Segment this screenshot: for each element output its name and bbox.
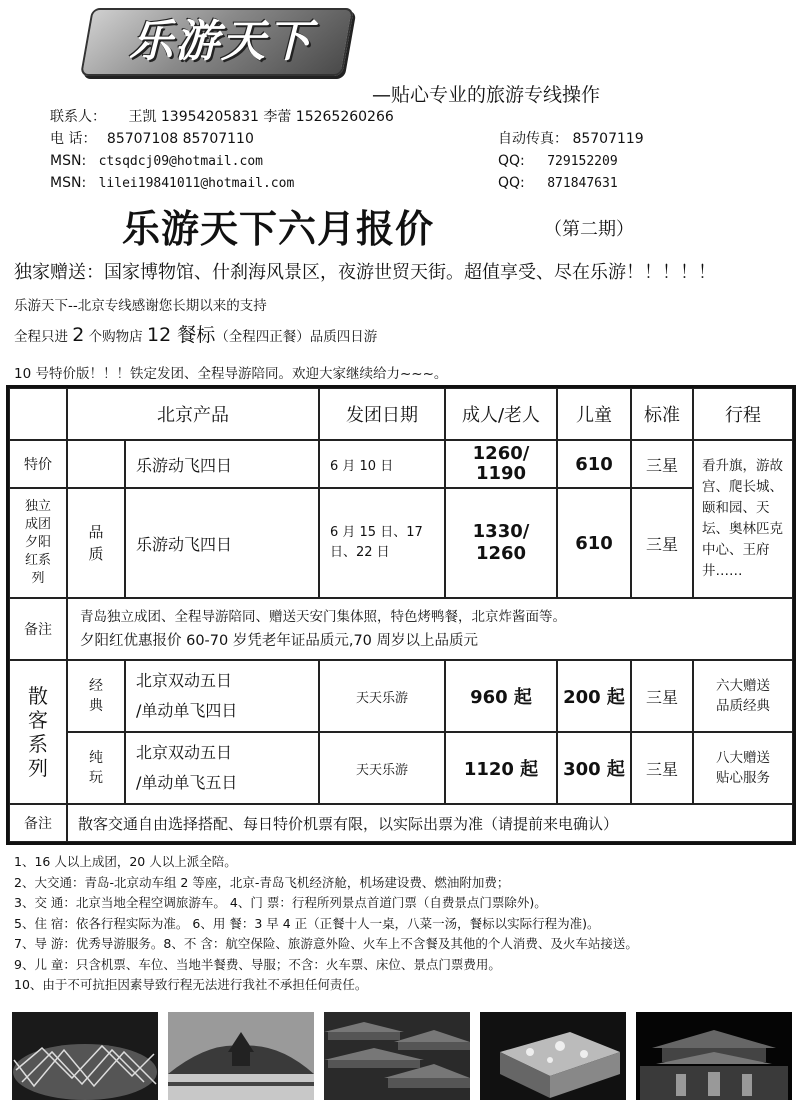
- msn2-value[interactable]: lilei19841011@hotmail.com: [98, 176, 295, 191]
- photo-strip: [12, 1012, 792, 1100]
- sanke-type-classic: 经 典: [67, 660, 125, 732]
- fax-label: 自动传真：: [498, 131, 568, 147]
- adult-price: 1260/ 1190: [445, 440, 557, 488]
- header-product: 北京产品: [67, 388, 319, 440]
- product-name: 乐游动飞四日: [125, 440, 319, 488]
- remark-group: [67, 598, 793, 660]
- issue-label: （第二期）: [544, 219, 634, 240]
- summer-palace-photo: [168, 1012, 314, 1100]
- sanke-adult-price: 960 起: [445, 660, 557, 732]
- product-name: 乐游动飞四日: [125, 488, 319, 598]
- remark-line-2: 夕阳红优惠报价 60-70 岁凭老年证品质元,70 周岁以上品质元: [80, 633, 479, 649]
- header-child: 儿童: [557, 388, 631, 440]
- adult-price: 1330/ 1260: [445, 488, 557, 598]
- sanke-type-pure: 纯 玩: [67, 732, 125, 804]
- sanke-standard: 三星: [631, 732, 693, 804]
- list-item: 3、交 通：北京当地全程空调旅游车。 4、门 票：行程所列景点首道门票（自费景点门票除外)。: [14, 895, 547, 910]
- contact-msn-2: [50, 172, 294, 195]
- sanke-adult-price: 1120 起: [445, 732, 557, 804]
- list-item: 2、大交通：青岛-北京动车组 2 等座，北京-青岛飞机经济舱，机场建设费、燃油附加费；: [14, 874, 510, 890]
- msn1-value[interactable]: ctsqdcj09@hotmail.com: [98, 154, 263, 169]
- header-standard: 标准: [631, 388, 693, 440]
- contact-phone: [50, 128, 254, 150]
- logo: 乐游天下: [129, 16, 313, 67]
- promo-text: 独家赠送：国家博物馆、什刹海风景区，夜游世贸天街。超值享受、尽在乐游！！！！！: [14, 262, 716, 283]
- slogan: —贴心专业的旅游专线操作: [372, 84, 601, 106]
- shopping-a: 全程只进: [14, 329, 73, 345]
- header-blank: [9, 388, 67, 440]
- star-standard: 三星: [631, 440, 693, 488]
- list-item: 1、16 人以上成团，20 人以上派全陪。: [14, 854, 237, 869]
- depart-date: 6 月 15 日、17 日、22 日: [319, 488, 445, 598]
- price-table: [6, 385, 796, 845]
- remark-label: 备注: [9, 804, 67, 842]
- bird-nest-stadium-photo: [12, 1012, 158, 1100]
- meal-standard: 12 餐标: [146, 324, 216, 346]
- remark-line-1: 青岛独立成团、全程导游陪同、赠送天安门集体照，特色烤鸭餐，北京炸酱面等。: [80, 609, 566, 625]
- qq2-value: 871847631: [547, 176, 618, 191]
- qq1-value: 729152209: [547, 154, 618, 169]
- sanke-standard: 三星: [631, 660, 693, 732]
- sanke-gift: 八大赠送 贴心服务: [693, 732, 793, 804]
- qq1-label: QQ:: [498, 153, 525, 169]
- sanke-date: 天天乐游: [319, 732, 445, 804]
- sanke-label: 散 客 系 列: [9, 660, 67, 804]
- row-blank: [67, 440, 125, 488]
- sanke-child-price: 300 起: [557, 732, 631, 804]
- child-price: 610: [557, 440, 631, 488]
- page-title: 乐游天下六月报价: [122, 207, 435, 251]
- sanke-product: 北京双动五日 /单动单飞五日: [125, 732, 319, 804]
- forbidden-city-photo: [324, 1012, 470, 1100]
- list-item: 10、由于不可抗拒因素导致行程无法进行我社不承担任何责任。: [14, 977, 368, 992]
- star-standard: 三星: [631, 488, 693, 598]
- sanke-date: 天天乐游: [319, 660, 445, 732]
- child-price: 610: [557, 488, 631, 598]
- header-itinerary: 行程: [693, 388, 793, 440]
- contact-qq-2: [498, 172, 618, 195]
- msn1-label: MSN:: [50, 153, 87, 169]
- contact-person: [50, 106, 394, 128]
- water-cube-photo: [480, 1012, 626, 1100]
- fax-value: 85707119: [572, 131, 644, 147]
- shopping-info: [14, 320, 377, 347]
- list-item: 5、住 宿：依各行程实际为准。 6、用 餐：3 早 4 正（正餐十人一桌，八菜一汤，餐标以实际行程为准)。: [14, 915, 600, 931]
- contact-fax: [498, 128, 644, 150]
- shopping-count: 2: [72, 324, 85, 346]
- row-quality: 品 质: [67, 488, 125, 598]
- qq2-label: QQ:: [498, 175, 525, 191]
- phone-value: 85707108 85707110: [106, 131, 254, 147]
- remark-sanke-text: 散客交通自由选择搭配、每日特价机票有限，以实际出票为准（请提前来电确认）: [67, 804, 793, 842]
- shopping-e: （全程四正餐）品质四日游: [215, 329, 378, 345]
- sanke-product: 北京双动五日 /单动单飞四日: [125, 660, 319, 732]
- header-adult: 成人/老人: [445, 388, 557, 440]
- list-item: 7、导 游：优秀导游服务。8、不 含：航空保险、旅游意外险、火车上不含餐及其他的个人消费、及火车站接送。: [14, 936, 638, 951]
- header-date: 发团日期: [319, 388, 445, 440]
- row-type-independent: 独立 成团 夕阳 红系 列: [9, 488, 67, 598]
- contact-qq-1: [498, 150, 618, 173]
- special-offer: 10 号特价版！！！铁定发团、全程导游陪同。欢迎大家继续给力~~~。: [14, 366, 448, 382]
- contact-person-value: 王凯 13954205831 李蕾 15265260266: [128, 109, 394, 125]
- terms-list: [14, 852, 638, 996]
- sanke-gift: 六大赠送 品质经典: [693, 660, 793, 732]
- shopping-c: 个购物店: [84, 329, 147, 345]
- msn2-label: MSN:: [50, 175, 87, 191]
- tiananmen-photo: [636, 1012, 792, 1100]
- depart-date: 6 月 10 日: [319, 440, 445, 488]
- intro-text: 乐游天下--北京专线感谢您长期以来的支持: [14, 298, 267, 314]
- list-item: 9、儿 童：只含机票、车位、当地半餐费、导服；不含：火车票、床位、景点门票费用。: [14, 956, 501, 972]
- itinerary-text: 看升旗，游故宫、爬长城、颐和园、天坛、奥林匹克中心、王府井……: [693, 440, 793, 598]
- contact-msn-1: [50, 150, 263, 173]
- remark-label: 备注: [9, 598, 67, 660]
- row-type-special: 特价: [9, 440, 67, 488]
- contact-person-label: 联系人：: [50, 109, 106, 125]
- phone-label: 电 话：: [50, 131, 97, 147]
- sanke-child-price: 200 起: [557, 660, 631, 732]
